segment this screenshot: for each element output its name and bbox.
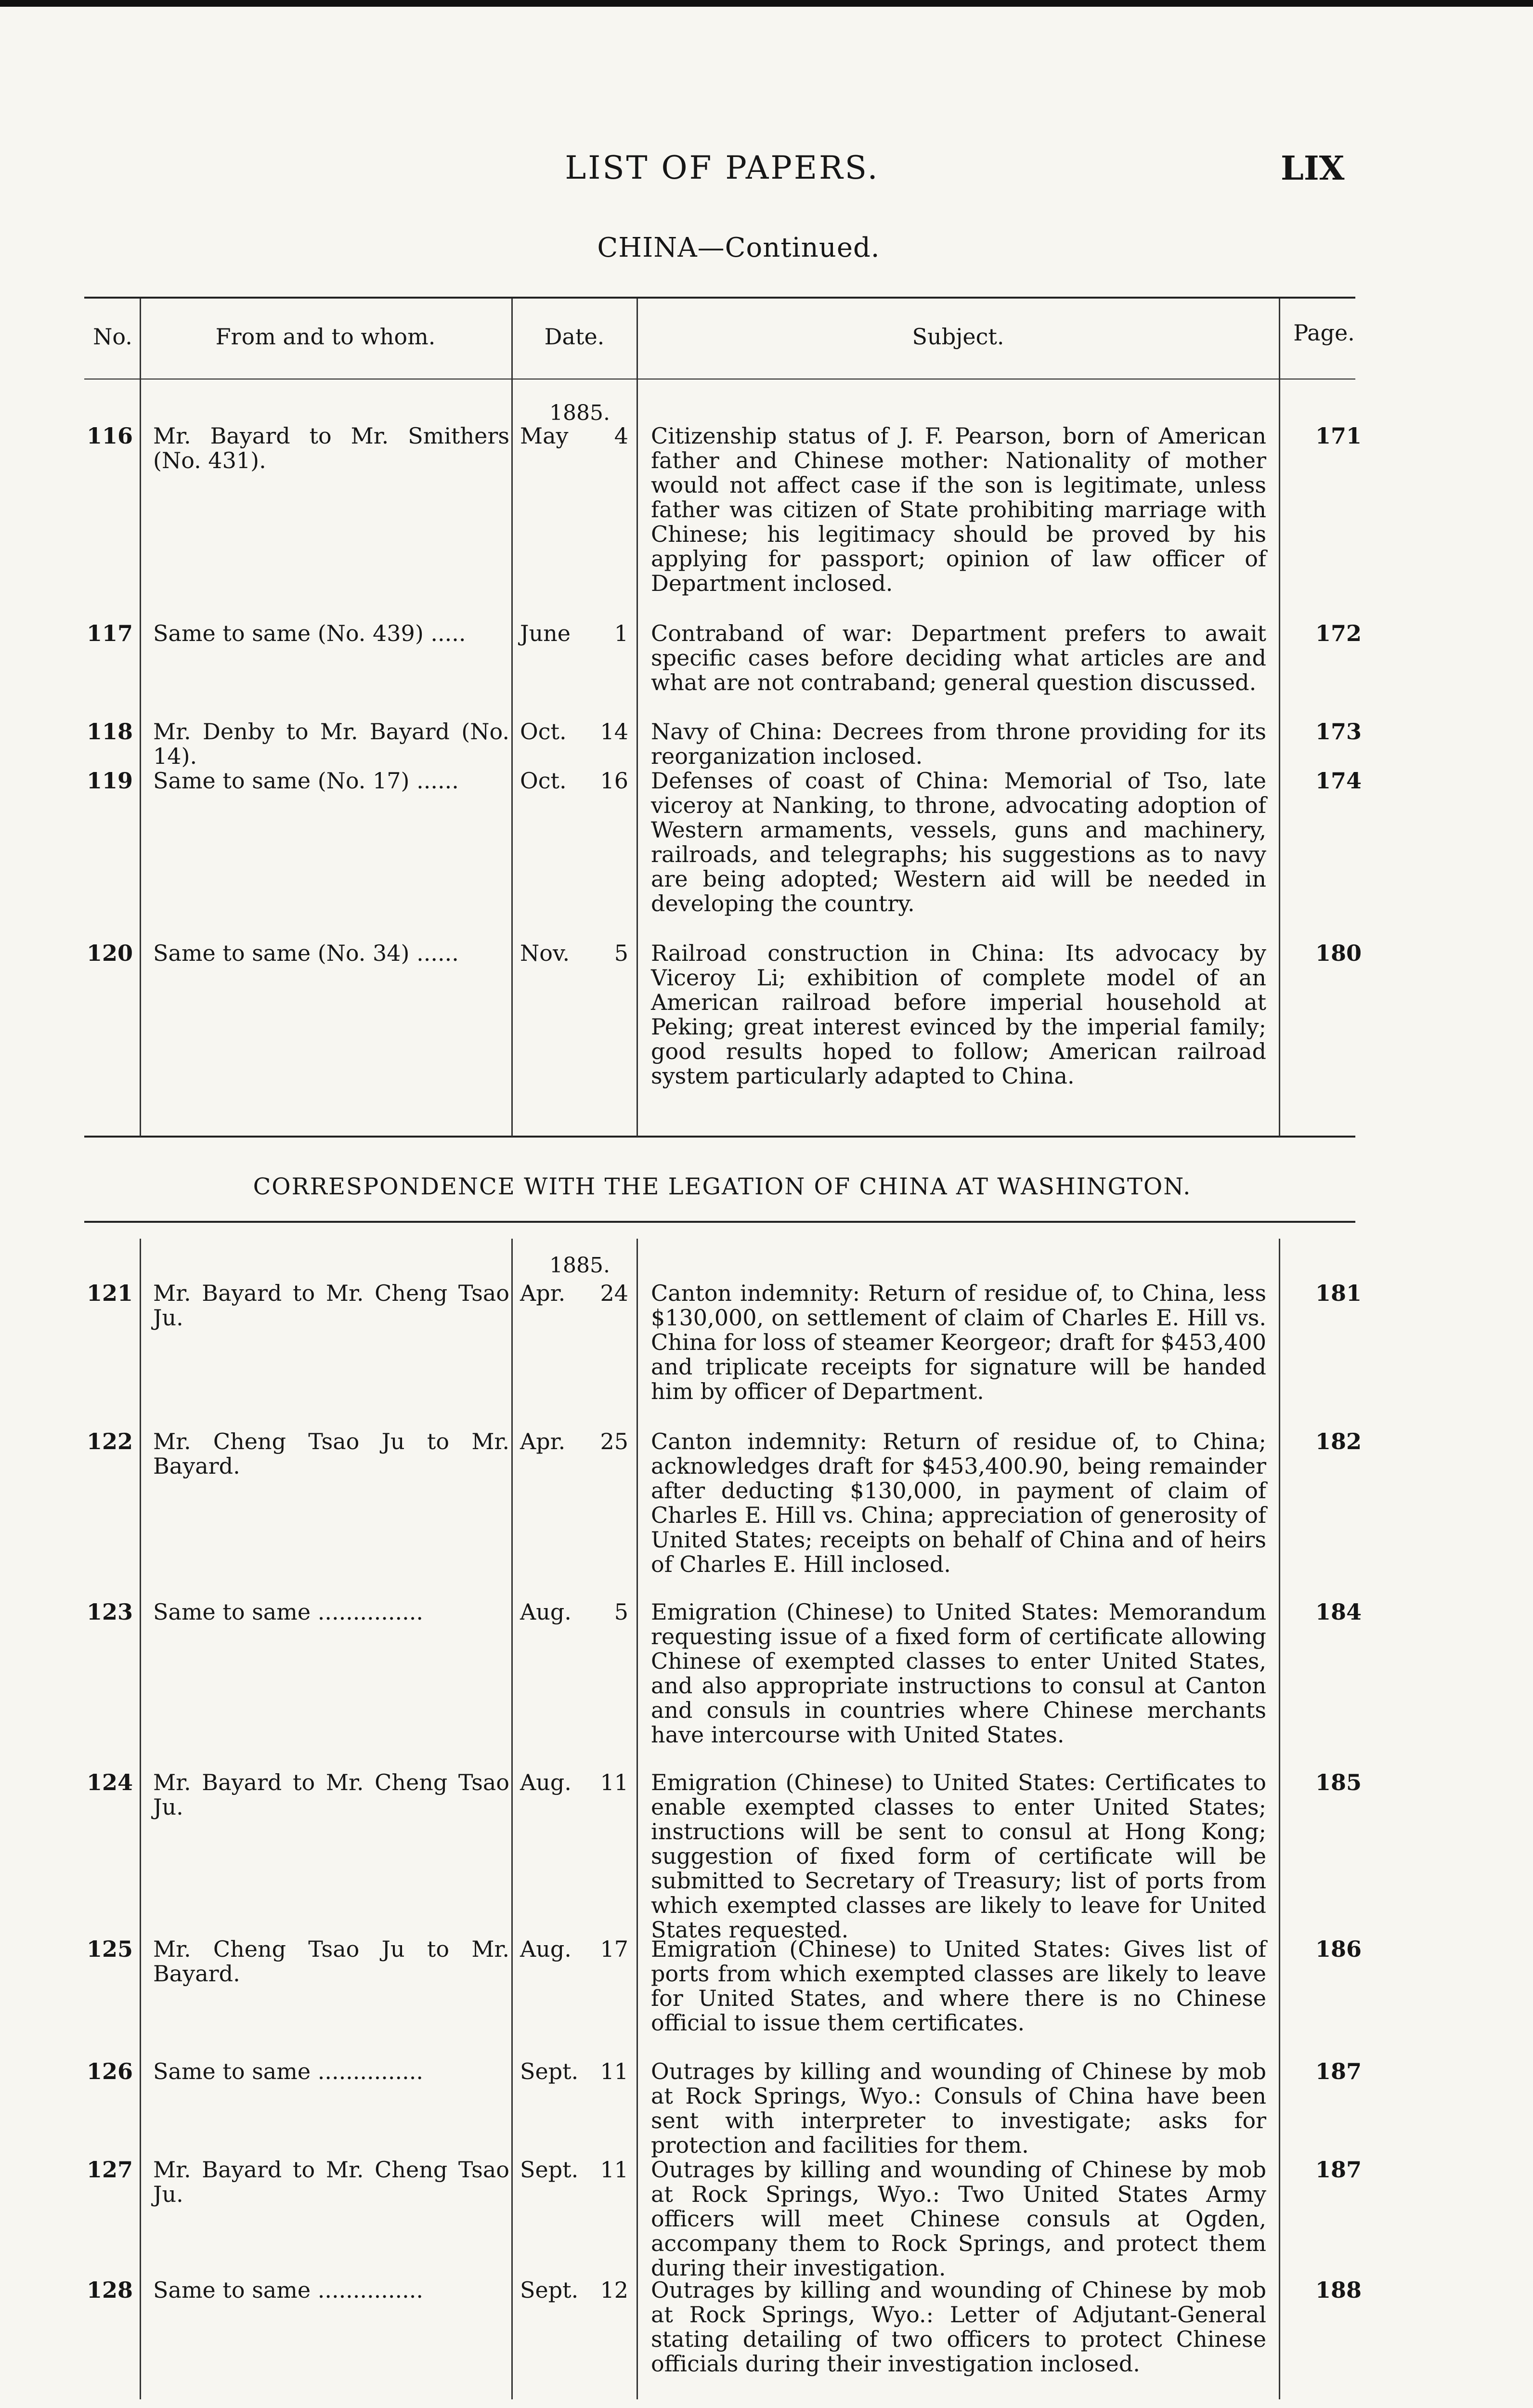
date-month: Sept. bbox=[520, 2157, 579, 2183]
subject-text: Outrages by killing and wounding of Chinese by mob at Rock Springs, Wyo.: Consuls of China have been sent with interpreter to investigate; asks for protection and facilities for them. bbox=[651, 2058, 1266, 2158]
from-and-to-whom: Mr. Cheng Tsao Ju to Mr. Bayard. bbox=[153, 1428, 509, 1479]
header-rule bbox=[84, 379, 1355, 380]
paper-number: 119 bbox=[87, 768, 133, 794]
subject-text: Outrages by killing and wounding of Chinese by mob at Rock Springs, Wyo.: Two United States Army officers will meet Chinese consuls at Ogden, accompany them to Rock Springs, and protect them during their investigation. bbox=[651, 2157, 1266, 2281]
column-rule bbox=[637, 299, 638, 1137]
page-reference: 172 bbox=[1315, 620, 1362, 646]
page-reference: 173 bbox=[1315, 719, 1362, 745]
paper-number: 118 bbox=[87, 719, 133, 745]
paper-number: 120 bbox=[87, 940, 133, 966]
date-cell bbox=[520, 2059, 628, 2084]
paper-number: 124 bbox=[87, 1769, 133, 1795]
date-day: 12 bbox=[600, 2277, 628, 2303]
col-header-subject: Subject. bbox=[912, 324, 1004, 350]
col-header-no: No. bbox=[93, 324, 132, 350]
from-and-to-whom: Same to same ............... bbox=[153, 2277, 424, 2303]
subject-text: Emigration (Chinese) to United States: Gives list of ports from which exempted classes are likely to leave for United States, and where there is no Chinese official to issue them certificates. bbox=[651, 1936, 1266, 2036]
date-month: Oct. bbox=[520, 719, 567, 745]
paper-number: 126 bbox=[87, 2058, 133, 2084]
subject-text: Canton indemnity: Return of residue of, to China, less $130,000, on settlement of claim of Charles E. Hill vs. China for loss of steamer Keorgeor; draft for $453,400 and triplicate receipts for signature will be handed him by officer of Department. bbox=[651, 1280, 1266, 1404]
from-and-to-whom: Mr. Bayard to Mr. Cheng Tsao Ju. bbox=[153, 1280, 509, 1331]
date-day: 14 bbox=[600, 719, 628, 745]
subject-text: Canton indemnity: Return of residue of, to China; acknowledges draft for $453,400.90, being remainder after deducting $130,000, in payment of claim of Charles E. Hill vs. China; appreciation of generosity of United States; receipts on behalf of China and of heirs of Charles E. Hill inclosed. bbox=[651, 1428, 1266, 1577]
page-reference: 180 bbox=[1315, 940, 1362, 966]
date-cell bbox=[520, 1600, 628, 1624]
date-month: Apr. bbox=[520, 1428, 566, 1454]
paper-number: 121 bbox=[87, 1280, 133, 1306]
from-and-to-whom: Same to same (No. 17) ...... bbox=[153, 768, 459, 794]
paper-number: 128 bbox=[87, 2277, 133, 2303]
date-day: 4 bbox=[614, 423, 628, 449]
subject-text: Outrages by killing and wounding of Chinese by mob at Rock Springs, Wyo.: Letter of Adjutant-General stating detailing of two officers to protect Chinese officials during their investigation inclosed. bbox=[651, 2277, 1266, 2377]
page-reference: 187 bbox=[1315, 2058, 1362, 2084]
subject-text: Citizenship status of J. F. Pearson, born of American father and Chinese mother: Nationality of mother would not affect case if the son is legitimate, unless father was citizen of State prohibiting marriage with Chinese; his legitimacy should be proved by his applying for passport; opinion of law officer of Department inclosed. bbox=[651, 423, 1266, 596]
table-bottom-rule bbox=[84, 1136, 1355, 1138]
date-day: 11 bbox=[600, 2157, 628, 2183]
date-cell bbox=[520, 1429, 628, 1454]
date-month: May bbox=[520, 423, 569, 449]
date-day: 11 bbox=[600, 2058, 628, 2084]
subject-text: Railroad construction in China: Its advocacy by Viceroy Li; exhibition of complete model of an American railroad before imperial household at Peking; great interest evinced by the imperial family; good results hoped to follow; American railroad system particularly adapted to China. bbox=[651, 940, 1266, 1089]
page-reference: 188 bbox=[1315, 2277, 1362, 2303]
subject-text: Defenses of coast of China: Memorial of Tso, late viceroy at Nanking, to throne, advocating adoption of Western armaments, vessels, guns and machinery, railroads, and telegraphs; his suggestions as to navy are being adopted; Western aid will be needed in developing the country. bbox=[651, 768, 1266, 916]
date-cell bbox=[520, 941, 628, 966]
from-and-to-whom: Same to same ............... bbox=[153, 2058, 424, 2084]
table2-top-rule bbox=[84, 1221, 1355, 1223]
year-label: 1885. bbox=[549, 1253, 610, 1278]
date-month: Oct. bbox=[520, 768, 567, 794]
date-day: 11 bbox=[600, 1769, 628, 1795]
from-and-to-whom: Same to same ............... bbox=[153, 1599, 424, 1625]
from-and-to-whom: Mr. Bayard to Mr. Cheng Tsao Ju. bbox=[153, 2157, 509, 2207]
column-rule bbox=[140, 299, 141, 1137]
column-rule bbox=[1279, 1239, 1280, 2399]
paper-number: 117 bbox=[87, 620, 133, 646]
date-day: 5 bbox=[614, 940, 628, 966]
date-cell bbox=[520, 1937, 628, 1962]
date-cell bbox=[520, 621, 628, 646]
date-month: Nov. bbox=[520, 940, 570, 966]
date-day: 17 bbox=[600, 1936, 628, 1962]
col-header-from: From and to whom. bbox=[215, 324, 436, 350]
from-and-to-whom: Mr. Denby to Mr. Bayard (No. 14). bbox=[153, 719, 509, 769]
date-month: Sept. bbox=[520, 2277, 579, 2303]
date-cell bbox=[520, 424, 628, 448]
column-rule bbox=[140, 1239, 141, 2399]
date-day: 16 bbox=[600, 768, 628, 794]
col-header-date: Date. bbox=[544, 324, 605, 350]
from-and-to-whom: Mr. Bayard to Mr. Cheng Tsao Ju. bbox=[153, 1769, 509, 1820]
page-top-edge bbox=[0, 0, 1533, 7]
from-and-to-whom: Mr. Bayard to Mr. Smithers (No. 431). bbox=[153, 423, 509, 473]
running-title: LIST OF PAPERS. bbox=[565, 149, 880, 186]
from-and-to-whom: Same to same (No. 439) ..... bbox=[153, 620, 466, 646]
from-and-to-whom: Mr. Cheng Tsao Ju to Mr. Bayard. bbox=[153, 1936, 509, 1987]
paper-number: 127 bbox=[87, 2157, 133, 2183]
date-day: 24 bbox=[600, 1280, 628, 1306]
column-rule bbox=[637, 1239, 638, 2399]
column-rule bbox=[511, 1239, 513, 2399]
date-cell bbox=[520, 1770, 628, 1795]
page-reference: 171 bbox=[1315, 423, 1362, 449]
date-month: Sept. bbox=[520, 2058, 579, 2084]
page-reference: 184 bbox=[1315, 1599, 1362, 1625]
from-and-to-whom: Same to same (No. 34) ...... bbox=[153, 940, 459, 966]
paper-number: 122 bbox=[87, 1428, 133, 1454]
subject-text: Contraband of war: Department prefers to await specific cases before deciding what articles are and what are not contraband; general question discussed. bbox=[651, 620, 1266, 695]
page-reference: 181 bbox=[1315, 1280, 1362, 1306]
col-header-page: Page. bbox=[1293, 320, 1355, 346]
subject-text: Emigration (Chinese) to United States: Certificates to enable exempted classes to enter United States; instructions will be sent to consul at Hong Kong; suggestion of fixed form of certificate will be submitted to Secretary of Treasury; list of ports from which exempted classes are likely to leave for United States requested. bbox=[651, 1769, 1266, 1943]
subject-text: Navy of China: Decrees from throne providing for its reorganization inclosed. bbox=[651, 719, 1266, 769]
date-cell bbox=[520, 769, 628, 793]
date-cell bbox=[520, 720, 628, 744]
table-top-rule bbox=[84, 297, 1355, 299]
page-number: LIX bbox=[1281, 149, 1345, 188]
column-rule bbox=[511, 299, 513, 1137]
section-title-china: CHINA—Continued. bbox=[597, 232, 880, 263]
date-cell bbox=[520, 1281, 628, 1306]
column-rule bbox=[1279, 299, 1280, 1137]
page-reference: 186 bbox=[1315, 1936, 1362, 1962]
date-cell bbox=[520, 2278, 628, 2303]
date-cell bbox=[520, 2158, 628, 2182]
section-title-legation: CORRESPONDENCE WITH THE LEGATION OF CHINA AT WASHINGTON. bbox=[253, 1173, 1192, 1200]
date-month: Aug. bbox=[520, 1769, 572, 1795]
subject-text: Emigration (Chinese) to United States: Memorandum requesting issue of a fixed form of certificate allowing Chinese of exempted classes to enter United States, and also appropriate instructions to consul at Canton and consuls in countries where Chinese merchants have intercourse with United States. bbox=[651, 1599, 1266, 1748]
date-day: 25 bbox=[600, 1428, 628, 1454]
year-label: 1885. bbox=[549, 401, 610, 425]
page-reference: 187 bbox=[1315, 2157, 1362, 2183]
paper-number: 125 bbox=[87, 1936, 133, 1962]
paper-number: 123 bbox=[87, 1599, 133, 1625]
date-day: 1 bbox=[614, 620, 628, 646]
page-reference: 182 bbox=[1315, 1428, 1362, 1454]
date-day: 5 bbox=[614, 1599, 628, 1625]
page-reference: 185 bbox=[1315, 1769, 1362, 1795]
date-month: Aug. bbox=[520, 1936, 572, 1962]
page-reference: 174 bbox=[1315, 768, 1362, 794]
date-month: Aug. bbox=[520, 1599, 572, 1625]
date-month: June bbox=[520, 620, 571, 646]
date-month: Apr. bbox=[520, 1280, 566, 1306]
paper-number: 116 bbox=[87, 423, 133, 449]
